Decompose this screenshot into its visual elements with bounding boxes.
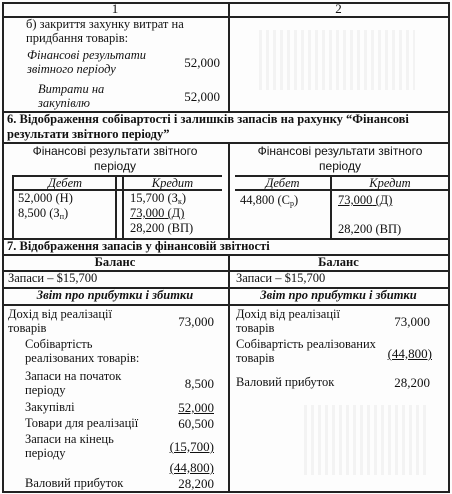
left-row1-label: Дохід від реалізації товарів: [8, 307, 112, 335]
section6-title: 6. Відображення собівартості і залишків запасів на рахунку “Фінансові результати звітного періоду”: [7, 112, 409, 141]
right-credit-row1: [338, 193, 392, 208]
section7-title: 7. Відображення запасів у фінансовій звітності: [7, 239, 270, 253]
right-credit-label: Кредит: [369, 176, 411, 190]
left-account-left-edge: [12, 175, 14, 239]
part-b-row1-value: 52,000: [184, 55, 220, 70]
left-credit-row1-close: ): [181, 191, 186, 205]
left-account-inner: [122, 175, 124, 239]
right-account-middle: [330, 175, 332, 239]
left-debit-row2-value: 8,500: [18, 206, 47, 220]
left-credit-row1-sub: к: [177, 197, 182, 206]
left-credit-row2-value: 73,000: [130, 206, 165, 220]
left-row4-value: 52,000: [178, 400, 214, 415]
scan-noise-2: [300, 405, 430, 475]
left-row6-value: (15,700): [169, 439, 214, 454]
left-inventory: Запаси – $15,700: [8, 271, 98, 285]
right-row3-label: Валовий прибуток: [236, 375, 335, 389]
right-row3-value: 28,200: [394, 375, 430, 390]
left-debit-label: Дебет: [47, 176, 83, 190]
left-row1-value: 73,000: [178, 314, 214, 329]
left-credit-row1-value: 15,700: [130, 191, 165, 205]
right-pl-title: Звіт про прибутки і збитки: [260, 288, 417, 302]
header-col1: 1: [111, 1, 119, 16]
part-b-row1-label: Фінансові результати звітного періоду: [27, 48, 147, 76]
left-credit-row3: [130, 221, 193, 236]
part-b-row2-label: Витрати на закупівлю: [38, 82, 105, 110]
right-pl-line: [229, 304, 448, 306]
left-debit-row2-close: ): [63, 206, 69, 220]
left-debit-row1: [18, 191, 73, 206]
right-balance-title: Баланс: [318, 255, 359, 269]
left-balance-title: Баланс: [94, 255, 136, 269]
left-row5-value: 60,500: [178, 416, 214, 431]
left-pl-title: Звіт про прибутки і збитки: [36, 288, 194, 302]
right-row2-value: (44,800): [387, 346, 432, 361]
frame-bottom: [2, 491, 450, 493]
right-debit-row1-value: 44,800: [240, 193, 275, 207]
frame-right: [448, 2, 450, 492]
right-credit-row2-note: (ВП): [375, 222, 402, 236]
left-debit-row1-value: 52,000: [18, 191, 53, 205]
left-row4-label: Закупівлі: [25, 400, 75, 414]
header-col2: 2: [335, 1, 342, 16]
part-b-title: б) закриття захунку витрат на придбання товарів:: [26, 17, 184, 45]
right-account-title: Фінансові результати звітного періоду: [257, 144, 423, 173]
left-credit-row2-note: (Д): [167, 206, 185, 220]
left-row7-value: (44,800): [169, 460, 214, 475]
left-credit-row1: [130, 191, 186, 206]
left-row3-value: 8,500: [184, 376, 214, 391]
right-inventory: Запаси – $15,700: [236, 271, 326, 285]
part-b-row2-value: 52,000: [184, 89, 220, 104]
right-debit-row1-sub: р: [290, 199, 294, 208]
left-row3-label: Запаси на початок періоду: [25, 369, 122, 397]
left-account-middle: [115, 175, 117, 239]
left-row8-label: Валовий прибуток: [25, 476, 124, 490]
right-debit-row1-note: (С: [277, 193, 290, 207]
scan-noise-1: [255, 30, 415, 90]
right-credit-row1-note: (Д): [375, 193, 393, 207]
left-row6-label: Запаси на кінець періоду: [25, 432, 114, 460]
left-credit-row3-note: (ВП): [167, 221, 194, 235]
section6-col-divider: [228, 142, 230, 239]
left-account-title: Фінансові результати звітного періоду: [32, 144, 198, 173]
right-debit-row1-close: ): [294, 193, 299, 207]
right-row2-label: Собівартість реалізованих товарів: [236, 337, 376, 365]
right-credit-row2-value: 28,200: [338, 222, 373, 236]
left-row5-label: Товари для реалізації: [25, 416, 139, 430]
left-credit-label: Кредит: [151, 176, 194, 190]
left-row2-label: Собівартість реалізованих товарів:: [25, 337, 140, 365]
right-credit-row1-value: 73,000: [338, 193, 373, 207]
column-divider-top: [228, 2, 230, 112]
right-row1-value: 73,000: [394, 314, 430, 329]
left-debit-row1-note: (Н): [55, 191, 73, 205]
right-debit-row1: [240, 193, 298, 208]
left-credit-row3-value: 28,200: [130, 221, 165, 235]
left-credit-row1-note: (З: [167, 191, 178, 205]
frame-left: [2, 2, 4, 492]
right-credit-row2: [338, 222, 401, 237]
right-debit-label: Дебет: [265, 176, 300, 190]
left-debit-row2-sub: п: [59, 212, 64, 221]
right-row1-label: Дохід від реалізації товарів: [236, 307, 340, 335]
left-debit-row2: [18, 206, 68, 221]
left-debit-row2-note: (З: [49, 206, 60, 220]
left-row8-value: 28,200: [178, 476, 214, 491]
left-pl-line: [2, 304, 228, 306]
left-credit-row2: [130, 206, 184, 221]
